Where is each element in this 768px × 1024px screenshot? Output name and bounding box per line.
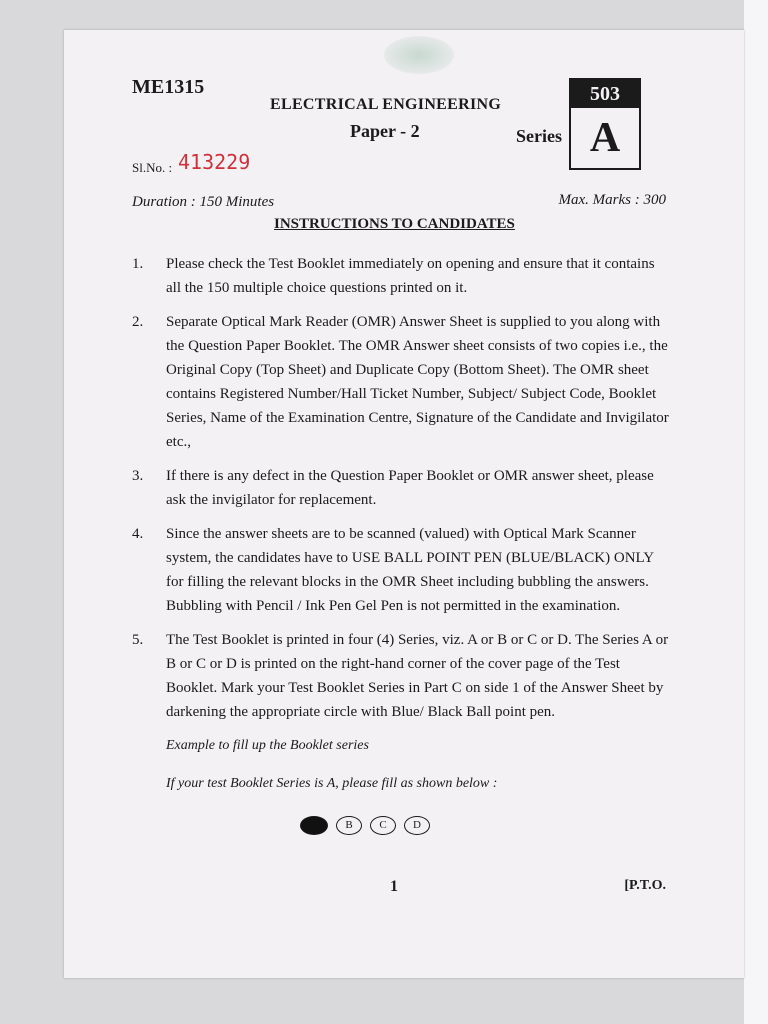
- bubble-c: C: [370, 816, 396, 835]
- instruction-text: The Test Booklet is printed in four (4) Series, viz. A or B or C or D. The Series A or B or C or D is printed on the right-hand corner of the cover page of the Test Booklet. Mark your Test Booklet Series in Part C on side 1 of the Answer Sheet by darkening the appropriate circle with Blue/ Black Ball point pen.: [166, 632, 669, 720]
- instruction-number: 5.: [132, 632, 144, 648]
- page-number: 1: [390, 878, 398, 895]
- max-marks: Max. Marks : 300: [558, 192, 666, 208]
- instruction-text: If there is any defect in the Question Paper Booklet or OMR answer sheet, please ask the invigilator for replacement.: [166, 468, 654, 508]
- series-label: Series: [516, 126, 562, 146]
- instruction-number: 1.: [132, 256, 144, 272]
- paper-number: Paper - 2: [350, 121, 420, 141]
- instruction-item: [132, 464, 672, 512]
- paper-code: ME1315: [132, 76, 205, 98]
- page-edge: [744, 0, 768, 1024]
- instruction-item: [132, 252, 672, 300]
- department-title: ELECTRICAL ENGINEERING: [270, 96, 502, 113]
- instruction-text: Please check the Test Booklet immediately on opening and ensure that it contains all the 150 multiple choice questions printed on it.: [166, 256, 655, 296]
- exam-cover-page: [64, 30, 744, 978]
- serial-number-value: 413229: [178, 150, 251, 174]
- example-heading: Example to fill up the Booklet series: [166, 738, 369, 753]
- bubble-b: B: [336, 816, 362, 835]
- instruction-item: [132, 522, 672, 618]
- instruction-text: Since the answer sheets are to be scanned (valued) with Optical Mark Scanner system, the candidates have to USE BALL POINT PEN (BLUE/BLACK) ONLY for filling the relevant blocks in the OMR Sheet including bubbling the answers. Bubbling with Pencil / Ink Pen Gel Pen is not permitted in the examination.: [166, 526, 654, 614]
- series-number: 503: [571, 80, 639, 108]
- series-bubbles: [300, 816, 430, 835]
- instructions-list: [132, 252, 672, 734]
- green-stain: [384, 36, 454, 74]
- serial-number-label: Sl.No. :: [132, 160, 173, 175]
- bubble-a-filled: [300, 816, 328, 835]
- instruction-number: 3.: [132, 468, 144, 484]
- series-box: [569, 78, 641, 170]
- instruction-text: Separate Optical Mark Reader (OMR) Answer Sheet is supplied to you along with the Question Paper Booklet. The OMR Answer sheet consists of two copies i.e., the Original Copy (Top Sheet) and Duplicate Copy (Bottom Sheet). The OMR sheet contains Registered Number/Hall Ticket Number, Subject/ Subject Code, Booklet Series, Name of the Examination Centre, Signature of the Candidate and Invigilator etc.,: [166, 314, 669, 450]
- instruction-item: [132, 310, 672, 454]
- pto-label: [P.T.O.: [624, 878, 666, 893]
- instruction-number: 2.: [132, 314, 144, 330]
- bubble-d: D: [404, 816, 430, 835]
- instructions-title: INSTRUCTIONS TO CANDIDATES: [274, 216, 515, 232]
- series-letter: A: [589, 115, 621, 161]
- example-instruction: If your test Booklet Series is A, please fill as shown below :: [166, 776, 498, 791]
- instruction-item: [132, 628, 672, 724]
- duration: Duration : 150 Minutes: [132, 194, 275, 210]
- instruction-number: 4.: [132, 526, 144, 542]
